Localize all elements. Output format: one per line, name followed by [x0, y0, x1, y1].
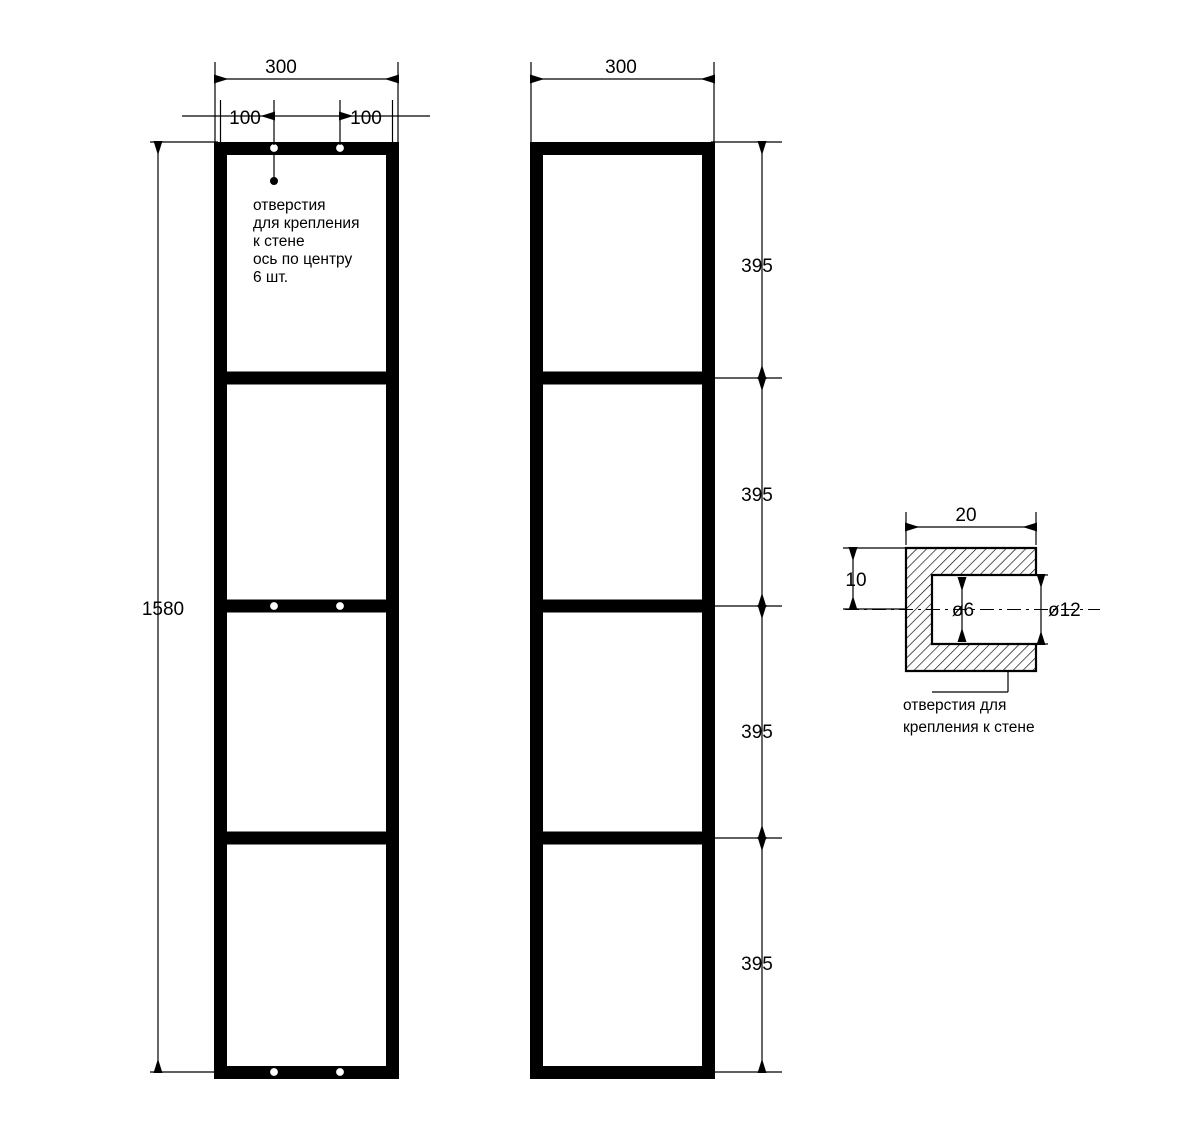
side-view-section-dimensions	[711, 142, 782, 1072]
side-section-4-label: 395	[741, 954, 773, 975]
profile-note	[903, 671, 1035, 736]
profile-height-label: 10	[845, 570, 867, 591]
side-section-3-label: 395	[741, 722, 773, 743]
side-width-label: 300	[605, 57, 637, 78]
profile-outer-hole-label: ø12	[1048, 600, 1081, 621]
front-view-width-dimension	[215, 57, 398, 145]
note-line-3: к стене	[253, 233, 305, 250]
front-view-note	[253, 197, 359, 286]
side-view-width-dimension	[531, 57, 714, 145]
front-height-label: 1580	[141, 599, 185, 620]
side-section-1-label: 395	[741, 256, 773, 277]
note-line-1: отверстия	[253, 197, 326, 214]
profile-width-label: 20	[955, 505, 977, 526]
note-line-2: для крепления	[253, 215, 360, 232]
front-view-height-dimension	[142, 142, 218, 1072]
side-section-2-label: 395	[741, 485, 773, 506]
profile-section-view	[843, 505, 1100, 736]
side-view	[531, 57, 782, 1073]
front-view-hole-offsets	[182, 100, 430, 145]
profile-note-line-2: крепления к стене	[903, 719, 1035, 736]
front-left-hole-offset-label: 100	[229, 108, 261, 129]
profile-inner-hole-label: ø6	[951, 600, 975, 621]
front-right-hole-offset-label: 100	[350, 108, 382, 129]
note-line-4: ось по центру	[253, 251, 353, 268]
note-line-5: 6 шт.	[253, 269, 289, 286]
front-view-shelf-body	[221, 149, 393, 1073]
front-width-label: 300	[265, 57, 297, 78]
profile-height-dimension	[843, 548, 905, 609]
note-leader-dot	[270, 177, 278, 185]
profile-inner-hole-dimension	[952, 578, 974, 641]
side-view-shelf-body	[537, 149, 709, 1073]
profile-width-dimension	[906, 505, 1036, 545]
profile-note-line-1: отверстия для	[903, 697, 1007, 714]
front-view	[142, 57, 430, 1077]
